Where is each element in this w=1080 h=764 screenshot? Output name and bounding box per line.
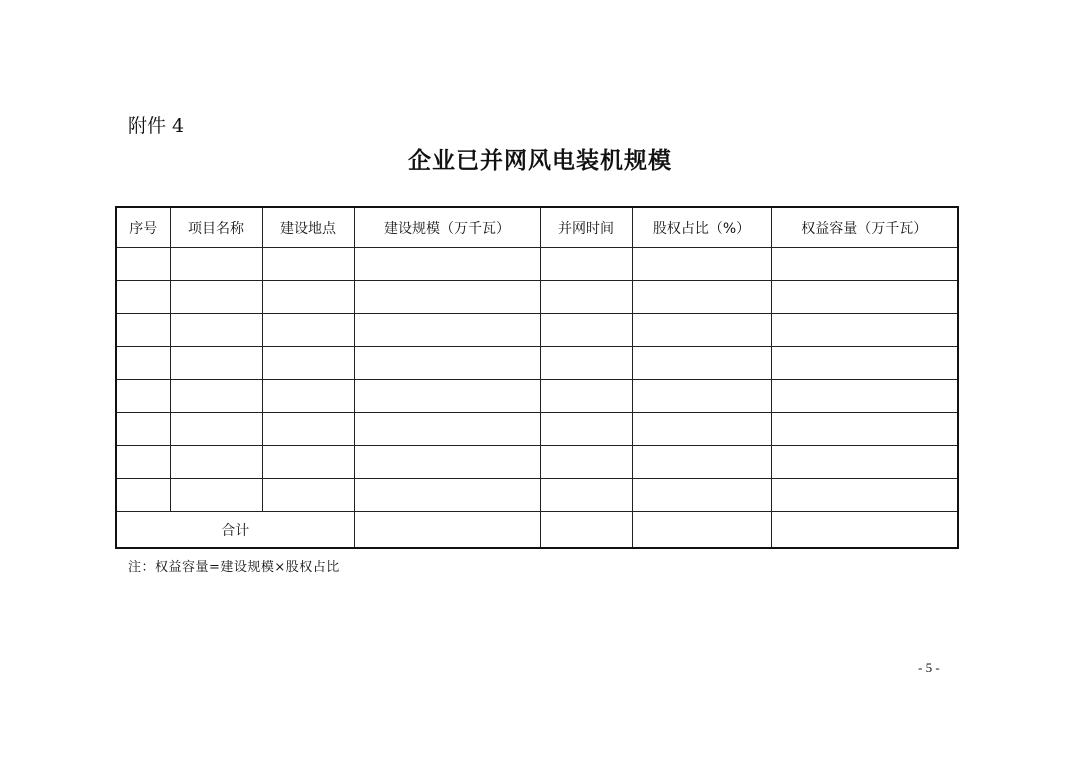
table-cell[interactable] xyxy=(262,248,354,281)
header-equity-capacity: 权益容量（万千瓦） xyxy=(771,207,958,248)
total-cell[interactable] xyxy=(632,512,771,549)
capacity-table xyxy=(115,206,959,549)
table-cell[interactable] xyxy=(354,446,540,479)
total-label: 合计 xyxy=(116,512,354,549)
table-cell[interactable] xyxy=(116,479,170,512)
table-row xyxy=(116,248,958,281)
table-row xyxy=(116,380,958,413)
table-cell[interactable] xyxy=(771,380,958,413)
table-cell[interactable] xyxy=(262,380,354,413)
table-row xyxy=(116,347,958,380)
table-cell[interactable] xyxy=(540,413,632,446)
header-grid-connection-time: 并网时间 xyxy=(540,207,632,248)
table-row xyxy=(116,479,958,512)
table-cell[interactable] xyxy=(632,314,771,347)
header-construction-scale: 建设规模（万千瓦） xyxy=(354,207,540,248)
table-cell[interactable] xyxy=(262,446,354,479)
header-location: 建设地点 xyxy=(262,207,354,248)
table-cell[interactable] xyxy=(170,281,262,314)
table-cell[interactable] xyxy=(116,446,170,479)
table-cell[interactable] xyxy=(170,314,262,347)
table-cell[interactable] xyxy=(771,248,958,281)
table-row xyxy=(116,413,958,446)
table-cell[interactable] xyxy=(116,281,170,314)
total-row xyxy=(116,512,958,549)
table-row xyxy=(116,281,958,314)
table-cell[interactable] xyxy=(632,347,771,380)
table-cell[interactable] xyxy=(262,281,354,314)
page-number: - 5 - xyxy=(918,660,940,675)
table-cell[interactable] xyxy=(771,479,958,512)
table-row xyxy=(116,314,958,347)
total-cell[interactable] xyxy=(771,512,958,549)
table-cell[interactable] xyxy=(540,314,632,347)
table-cell[interactable] xyxy=(170,380,262,413)
table-cell[interactable] xyxy=(116,314,170,347)
total-cell[interactable] xyxy=(354,512,540,549)
table-cell[interactable] xyxy=(354,413,540,446)
total-cell[interactable] xyxy=(540,512,632,549)
header-equity-ratio: 股权占比（%） xyxy=(632,207,771,248)
table-cell[interactable] xyxy=(540,446,632,479)
table-cell[interactable] xyxy=(771,413,958,446)
table-cell[interactable] xyxy=(540,281,632,314)
table-cell[interactable] xyxy=(632,446,771,479)
table-cell[interactable] xyxy=(771,314,958,347)
table-cell[interactable] xyxy=(632,380,771,413)
table-cell[interactable] xyxy=(540,248,632,281)
table-cell[interactable] xyxy=(262,314,354,347)
table-cell[interactable] xyxy=(262,479,354,512)
table-cell[interactable] xyxy=(116,413,170,446)
table-cell[interactable] xyxy=(632,413,771,446)
table-cell[interactable] xyxy=(540,479,632,512)
table-cell[interactable] xyxy=(354,380,540,413)
attachment-label: 附件 4 xyxy=(128,115,185,137)
table-cell[interactable] xyxy=(540,347,632,380)
table-cell[interactable] xyxy=(170,413,262,446)
table-cell[interactable] xyxy=(354,281,540,314)
table-cell[interactable] xyxy=(632,248,771,281)
table-cell[interactable] xyxy=(354,347,540,380)
table-header-row xyxy=(116,207,958,248)
table-cell[interactable] xyxy=(632,281,771,314)
table-cell[interactable] xyxy=(116,347,170,380)
table-cell[interactable] xyxy=(354,248,540,281)
table-cell[interactable] xyxy=(540,380,632,413)
table-cell[interactable] xyxy=(116,248,170,281)
table-cell[interactable] xyxy=(632,479,771,512)
document-title: 企业已并网风电装机规模 xyxy=(408,147,672,174)
table-cell[interactable] xyxy=(771,347,958,380)
table-cell[interactable] xyxy=(771,446,958,479)
table-cell[interactable] xyxy=(170,248,262,281)
header-project-name: 项目名称 xyxy=(170,207,262,248)
table-cell[interactable] xyxy=(771,281,958,314)
table-cell[interactable] xyxy=(116,380,170,413)
table-footnote: 注：权益容量=建设规模×股权占比 xyxy=(128,560,340,575)
table-cell[interactable] xyxy=(170,347,262,380)
table-cell[interactable] xyxy=(170,446,262,479)
table-row xyxy=(116,446,958,479)
table-cell[interactable] xyxy=(262,413,354,446)
table-cell[interactable] xyxy=(170,479,262,512)
table-cell[interactable] xyxy=(354,479,540,512)
table-cell[interactable] xyxy=(354,314,540,347)
table-cell[interactable] xyxy=(262,347,354,380)
header-serial-number: 序号 xyxy=(116,207,170,248)
